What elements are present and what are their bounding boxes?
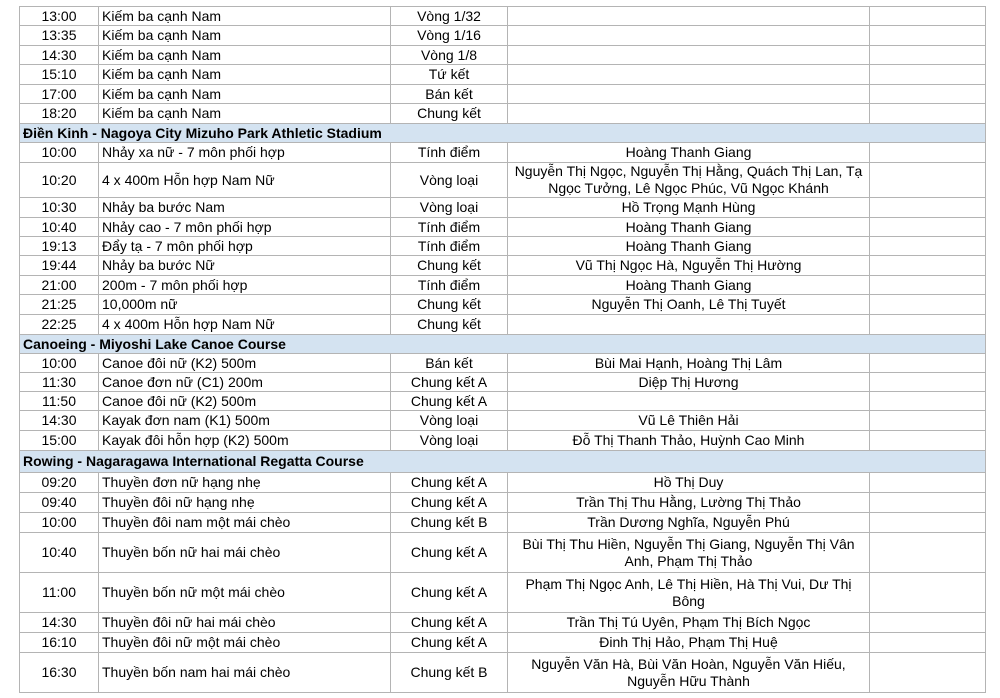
event-cell: Thuyền bốn nữ hai mái chèo bbox=[99, 533, 391, 573]
round-cell: Vòng 1/32 bbox=[391, 7, 508, 26]
time-cell: 14:30 bbox=[20, 46, 99, 65]
event-cell: Kiếm ba cạnh Nam bbox=[99, 85, 391, 104]
event-cell: Kayak đôi hỗn hợp (K2) 500m bbox=[99, 431, 391, 451]
athletes-cell bbox=[508, 65, 870, 85]
time-cell: 15:00 bbox=[20, 431, 99, 451]
section-header-row bbox=[20, 124, 986, 143]
table-row bbox=[20, 237, 986, 256]
round-cell: Tính điểm bbox=[391, 276, 508, 295]
section-header-row bbox=[20, 451, 986, 473]
empty-cell bbox=[870, 392, 986, 411]
event-cell: Thuyền đôi nam một mái chèo bbox=[99, 513, 391, 533]
empty-cell bbox=[870, 237, 986, 256]
table-row bbox=[20, 315, 986, 335]
event-cell: Thuyền bốn nam hai mái chèo bbox=[99, 653, 391, 693]
athletes-cell: Trần Dương Nghĩa, Nguyễn Phú bbox=[508, 513, 870, 533]
athletes-cell: Trần Thị Tú Uyên, Phạm Thị Bích Ngọc bbox=[508, 613, 870, 633]
time-cell: 11:00 bbox=[20, 573, 99, 613]
table-row bbox=[20, 163, 986, 198]
table-row bbox=[20, 256, 986, 276]
time-cell: 14:30 bbox=[20, 613, 99, 633]
time-cell: 10:20 bbox=[20, 163, 99, 198]
empty-cell bbox=[870, 493, 986, 513]
round-cell: Tứ kết bbox=[391, 65, 508, 85]
round-cell: Tính điểm bbox=[391, 143, 508, 163]
athletes-cell: Hồ Trọng Mạnh Hùng bbox=[508, 198, 870, 218]
empty-cell bbox=[870, 218, 986, 237]
empty-cell bbox=[870, 613, 986, 633]
round-cell: Chung kết A bbox=[391, 533, 508, 573]
empty-cell bbox=[870, 354, 986, 373]
round-cell: Chung kết bbox=[391, 104, 508, 124]
section-title: Canoeing - Miyoshi Lake Canoe Course bbox=[20, 335, 986, 354]
athletes-cell bbox=[508, 315, 870, 335]
event-cell: Canoe đôi nữ (K2) 500m bbox=[99, 392, 391, 411]
empty-cell bbox=[870, 315, 986, 335]
time-cell: 19:13 bbox=[20, 237, 99, 256]
time-cell: 21:25 bbox=[20, 295, 99, 315]
event-cell: Canoe đôi nữ (K2) 500m bbox=[99, 354, 391, 373]
table-row bbox=[20, 295, 986, 315]
event-cell: Kiếm ba cạnh Nam bbox=[99, 46, 391, 65]
event-cell: Kiếm ba cạnh Nam bbox=[99, 26, 391, 46]
empty-cell bbox=[870, 198, 986, 218]
table-row bbox=[20, 392, 986, 411]
table-row bbox=[20, 513, 986, 533]
round-cell: Chung kết bbox=[391, 256, 508, 276]
event-cell: 4 x 400m Hỗn hợp Nam Nữ bbox=[99, 163, 391, 198]
time-cell: 21:00 bbox=[20, 276, 99, 295]
section-title: Rowing - Nagaragawa International Regatta Course bbox=[20, 451, 986, 473]
round-cell: Chung kết B bbox=[391, 653, 508, 693]
athletes-cell: Vũ Lê Thiên Hải bbox=[508, 411, 870, 431]
time-cell: 10:30 bbox=[20, 198, 99, 218]
event-cell: Thuyền đôi nữ hai mái chèo bbox=[99, 613, 391, 633]
athletes-cell: Bùi Mai Hạnh, Hoàng Thị Lâm bbox=[508, 354, 870, 373]
athletes-cell: Bùi Thị Thu Hiền, Nguyễn Thị Giang, Nguyễn Thị Vân Anh, Phạm Thị Thảo bbox=[508, 533, 870, 573]
round-cell: Chung kết A bbox=[391, 633, 508, 653]
athletes-cell: Đinh Thị Hảo, Phạm Thị Huệ bbox=[508, 633, 870, 653]
round-cell: Vòng loại bbox=[391, 198, 508, 218]
time-cell: 11:30 bbox=[20, 373, 99, 392]
event-cell: Nhảy ba bước Nam bbox=[99, 198, 391, 218]
athletes-cell bbox=[508, 26, 870, 46]
event-cell: Canoe đơn nữ (C1) 200m bbox=[99, 373, 391, 392]
schedule-table bbox=[19, 6, 986, 693]
round-cell: Chung kết A bbox=[391, 392, 508, 411]
time-cell: 17:00 bbox=[20, 85, 99, 104]
table-row bbox=[20, 198, 986, 218]
athletes-cell bbox=[508, 46, 870, 65]
table-row bbox=[20, 85, 986, 104]
round-cell: Tính điểm bbox=[391, 218, 508, 237]
time-cell: 13:00 bbox=[20, 7, 99, 26]
table-row bbox=[20, 653, 986, 693]
table-row bbox=[20, 7, 986, 26]
time-cell: 10:00 bbox=[20, 513, 99, 533]
empty-cell bbox=[870, 26, 986, 46]
round-cell: Vòng loại bbox=[391, 411, 508, 431]
table-row bbox=[20, 473, 986, 493]
event-cell: Nhảy cao - 7 môn phối hợp bbox=[99, 218, 391, 237]
athletes-cell: Hồ Thị Duy bbox=[508, 473, 870, 493]
event-cell: Nhảy ba bước Nữ bbox=[99, 256, 391, 276]
time-cell: 14:30 bbox=[20, 411, 99, 431]
time-cell: 10:00 bbox=[20, 354, 99, 373]
section-header-row bbox=[20, 335, 986, 354]
empty-cell bbox=[870, 633, 986, 653]
round-cell: Vòng loại bbox=[391, 431, 508, 451]
empty-cell bbox=[870, 533, 986, 573]
athletes-cell: Hoàng Thanh Giang bbox=[508, 218, 870, 237]
event-cell: Kiếm ba cạnh Nam bbox=[99, 104, 391, 124]
empty-cell bbox=[870, 431, 986, 451]
empty-cell bbox=[870, 573, 986, 613]
time-cell: 18:20 bbox=[20, 104, 99, 124]
round-cell: Bán kết bbox=[391, 354, 508, 373]
event-cell: Kayak đơn nam (K1) 500m bbox=[99, 411, 391, 431]
event-cell: Kiếm ba cạnh Nam bbox=[99, 65, 391, 85]
schedule-body bbox=[20, 7, 986, 693]
empty-cell bbox=[870, 65, 986, 85]
athletes-cell bbox=[508, 392, 870, 411]
athletes-cell: Nguyễn Thị Ngọc, Nguyễn Thị Hằng, Quách Thị Lan, Tạ Ngọc Tưởng, Lê Ngọc Phúc, Vũ Ngọc Khánh bbox=[508, 163, 870, 198]
table-row bbox=[20, 613, 986, 633]
event-cell: 10,000m nữ bbox=[99, 295, 391, 315]
round-cell: Chung kết A bbox=[391, 573, 508, 613]
table-row bbox=[20, 493, 986, 513]
table-row bbox=[20, 218, 986, 237]
table-row bbox=[20, 104, 986, 124]
round-cell: Vòng 1/8 bbox=[391, 46, 508, 65]
time-cell: 10:40 bbox=[20, 218, 99, 237]
event-cell: Thuyền đôi nữ một mái chèo bbox=[99, 633, 391, 653]
event-cell: Nhảy xa nữ - 7 môn phối hợp bbox=[99, 143, 391, 163]
table-row bbox=[20, 533, 986, 573]
table-row bbox=[20, 26, 986, 46]
empty-cell bbox=[870, 473, 986, 493]
athletes-cell: Phạm Thị Ngọc Anh, Lê Thị Hiền, Hà Thị Vui, Dư Thị Bông bbox=[508, 573, 870, 613]
athletes-cell bbox=[508, 104, 870, 124]
table-row bbox=[20, 65, 986, 85]
round-cell: Chung kết A bbox=[391, 613, 508, 633]
round-cell: Chung kết bbox=[391, 295, 508, 315]
athletes-cell: Hoàng Thanh Giang bbox=[508, 237, 870, 256]
empty-cell bbox=[870, 7, 986, 26]
table-row bbox=[20, 411, 986, 431]
section-title: Điền Kinh - Nagoya City Mizuho Park Athletic Stadium bbox=[20, 124, 986, 143]
table-row bbox=[20, 573, 986, 613]
athletes-cell: Đỗ Thị Thanh Thảo, Huỳnh Cao Minh bbox=[508, 431, 870, 451]
athletes-cell bbox=[508, 7, 870, 26]
empty-cell bbox=[870, 256, 986, 276]
round-cell: Chung kết A bbox=[391, 493, 508, 513]
empty-cell bbox=[870, 653, 986, 693]
time-cell: 11:50 bbox=[20, 392, 99, 411]
athletes-cell: Diệp Thị Hương bbox=[508, 373, 870, 392]
empty-cell bbox=[870, 513, 986, 533]
athletes-cell: Hoàng Thanh Giang bbox=[508, 143, 870, 163]
round-cell: Chung kết B bbox=[391, 513, 508, 533]
athletes-cell: Nguyễn Văn Hà, Bùi Văn Hoàn, Nguyễn Văn Hiếu, Nguyễn Hữu Thành bbox=[508, 653, 870, 693]
athletes-cell: Vũ Thị Ngọc Hà, Nguyễn Thị Hường bbox=[508, 256, 870, 276]
empty-cell bbox=[870, 276, 986, 295]
time-cell: 16:10 bbox=[20, 633, 99, 653]
table-row bbox=[20, 633, 986, 653]
athletes-cell: Hoàng Thanh Giang bbox=[508, 276, 870, 295]
empty-cell bbox=[870, 373, 986, 392]
event-cell: 200m - 7 môn phối hợp bbox=[99, 276, 391, 295]
time-cell: 09:20 bbox=[20, 473, 99, 493]
empty-cell bbox=[870, 104, 986, 124]
table-row bbox=[20, 373, 986, 392]
round-cell: Bán kết bbox=[391, 85, 508, 104]
time-cell: 10:00 bbox=[20, 143, 99, 163]
time-cell: 15:10 bbox=[20, 65, 99, 85]
event-cell: 4 x 400m Hỗn hợp Nam Nữ bbox=[99, 315, 391, 335]
empty-cell bbox=[870, 411, 986, 431]
round-cell: Vòng loại bbox=[391, 163, 508, 198]
table-row bbox=[20, 46, 986, 65]
time-cell: 16:30 bbox=[20, 653, 99, 693]
round-cell: Chung kết A bbox=[391, 373, 508, 392]
table-row bbox=[20, 143, 986, 163]
event-cell: Thuyền đôi nữ hạng nhẹ bbox=[99, 493, 391, 513]
empty-cell bbox=[870, 163, 986, 198]
round-cell: Chung kết bbox=[391, 315, 508, 335]
round-cell: Tính điểm bbox=[391, 237, 508, 256]
empty-cell bbox=[870, 46, 986, 65]
athletes-cell: Trần Thị Thu Hằng, Lường Thị Thảo bbox=[508, 493, 870, 513]
table-row bbox=[20, 276, 986, 295]
time-cell: 09:40 bbox=[20, 493, 99, 513]
time-cell: 10:40 bbox=[20, 533, 99, 573]
table-row bbox=[20, 431, 986, 451]
table-row bbox=[20, 354, 986, 373]
athletes-cell: Nguyễn Thị Oanh, Lê Thị Tuyết bbox=[508, 295, 870, 315]
round-cell: Vòng 1/16 bbox=[391, 26, 508, 46]
time-cell: 13:35 bbox=[20, 26, 99, 46]
time-cell: 19:44 bbox=[20, 256, 99, 276]
event-cell: Thuyền bốn nữ một mái chèo bbox=[99, 573, 391, 613]
empty-cell bbox=[870, 295, 986, 315]
empty-cell bbox=[870, 143, 986, 163]
round-cell: Chung kết A bbox=[391, 473, 508, 493]
event-cell: Thuyền đơn nữ hạng nhẹ bbox=[99, 473, 391, 493]
event-cell: Đẩy tạ - 7 môn phối hợp bbox=[99, 237, 391, 256]
empty-cell bbox=[870, 85, 986, 104]
athletes-cell bbox=[508, 85, 870, 104]
time-cell: 22:25 bbox=[20, 315, 99, 335]
event-cell: Kiếm ba cạnh Nam bbox=[99, 7, 391, 26]
